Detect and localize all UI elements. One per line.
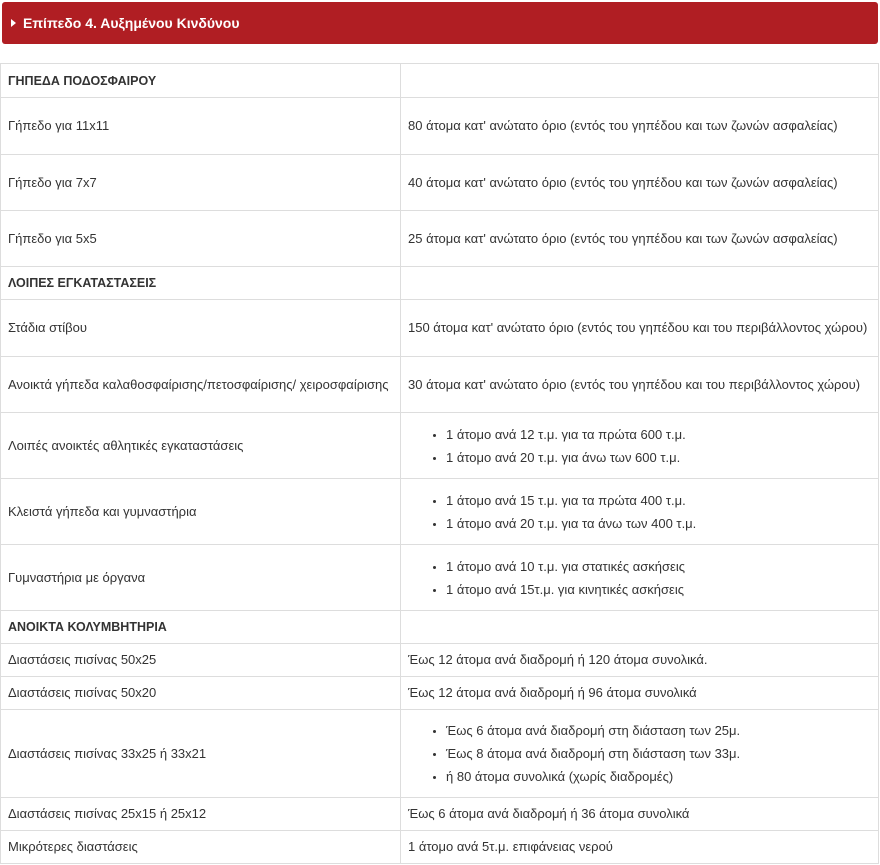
table-row: [1, 545, 879, 611]
facility-cell: Διαστάσεις πισίνας 33x25 ή 33x21: [1, 710, 401, 798]
section-label: ΓΗΠΕΔΑ ΠΟΔΟΣΦΑΙΡΟΥ: [1, 64, 401, 98]
facility-cell: Γήπεδο για 11x11: [1, 98, 401, 155]
capacity-rule-list: [408, 489, 871, 535]
empty-cell: [401, 611, 879, 644]
capacity-rule-cell: 1 άτομο ανά 5τ.μ. επιφάνειας νερού: [401, 831, 879, 864]
table-row: [1, 644, 879, 677]
facility-cell: Κλειστά γήπεδα και γυμναστήρια: [1, 479, 401, 545]
capacity-rule-list: [408, 555, 871, 601]
empty-cell: [401, 267, 879, 300]
capacity-rule-list: [408, 719, 871, 788]
section-label: ΛΟΙΠΕΣ ΕΓΚΑΤΑΣΤΑΣΕΙΣ: [1, 267, 401, 300]
list-item: • 1 άτομο ανά 20 τ.μ. για άνω των 600 τ.μ.: [446, 446, 871, 469]
facility-cell: Διαστάσεις πισίνας 25x15 ή 25x12: [1, 798, 401, 831]
table-row: [1, 413, 879, 479]
capacity-rule-cell: 25 άτομα κατ' ανώτατο όριο (εντός του γηπέδου και των ζωνών ασφαλείας): [401, 211, 879, 267]
facility-cell: Γήπεδο για 7x7: [1, 155, 401, 211]
list-item: • ή 80 άτομα συνολικά (χωρίς διαδρομές): [446, 765, 871, 788]
facility-cell: Διαστάσεις πισίνας 50x25: [1, 644, 401, 677]
empty-cell: [401, 64, 879, 98]
section-label: ΑΝΟΙΚΤΑ ΚΟΛΥΜΒΗΤΗΡΙΑ: [1, 611, 401, 644]
table-row: [1, 155, 879, 211]
caret-right-icon: [11, 19, 16, 27]
capacity-rule-list-cell: [401, 413, 879, 479]
section-header-row: [1, 267, 879, 300]
table-row: [1, 300, 879, 357]
list-item: • 1 άτομο ανά 10 τ.μ. για στατικές ασκήσεις: [446, 555, 871, 578]
table-row: [1, 211, 879, 267]
capacity-rule-list: [408, 423, 871, 469]
capacity-rule-cell: Έως 12 άτομα ανά διαδρομή ή 96 άτομα συνολικά: [401, 677, 879, 710]
section-header-row: [1, 64, 879, 98]
capacity-rule-list-cell: [401, 545, 879, 611]
capacity-table: [0, 63, 879, 864]
facility-cell: Μικρότερες διαστάσεις: [1, 831, 401, 864]
list-item: • 1 άτομο ανά 20 τ.μ. για τα άνω των 400 τ.μ.: [446, 512, 871, 535]
capacity-rule-cell: 40 άτομα κατ' ανώτατο όριο (εντός του γηπέδου και των ζωνών ασφαλείας): [401, 155, 879, 211]
capacity-rule-cell: 150 άτομα κατ' ανώτατο όριο (εντός του γηπέδου και του περιβάλλοντος χώρου): [401, 300, 879, 357]
list-item: • 1 άτομο ανά 15τ.μ. για κινητικές ασκήσεις: [446, 578, 871, 601]
table-row: [1, 98, 879, 155]
table-row: [1, 710, 879, 798]
capacity-rule-cell: Έως 12 άτομα ανά διαδρομή ή 120 άτομα συνολικά.: [401, 644, 879, 677]
facility-cell: Γήπεδο για 5x5: [1, 211, 401, 267]
list-item: • 1 άτομο ανά 15 τ.μ. για τα πρώτα 400 τ.μ.: [446, 489, 871, 512]
list-item: • Έως 6 άτομα ανά διαδρομή στη διάσταση των 25μ.: [446, 719, 871, 742]
capacity-rule-list-cell: [401, 710, 879, 798]
table-row: [1, 479, 879, 545]
accordion-title: Επίπεδο 4. Αυξημένου Κινδύνου: [23, 15, 240, 31]
table-row: [1, 798, 879, 831]
capacity-rule-cell: 80 άτομα κατ' ανώτατο όριο (εντός του γηπέδου και των ζωνών ασφαλείας): [401, 98, 879, 155]
table-row: [1, 677, 879, 710]
facility-cell: Διαστάσεις πισίνας 50x20: [1, 677, 401, 710]
accordion-header[interactable]: [2, 2, 878, 44]
table-row: [1, 357, 879, 413]
capacity-rule-cell: 30 άτομα κατ' ανώτατο όριο (εντός του γηπέδου και του περιβάλλοντος χώρου): [401, 357, 879, 413]
facility-cell: Γυμναστήρια με όργανα: [1, 545, 401, 611]
facility-cell: Στάδια στίβου: [1, 300, 401, 357]
list-item: • 1 άτομο ανά 12 τ.μ. για τα πρώτα 600 τ.μ.: [446, 423, 871, 446]
table-row: [1, 831, 879, 864]
facility-cell: Λοιπές ανοικτές αθλητικές εγκαταστάσεις: [1, 413, 401, 479]
section-header-row: [1, 611, 879, 644]
capacity-rule-list-cell: [401, 479, 879, 545]
list-item: • Έως 8 άτομα ανά διαδρομή στη διάσταση των 33μ.: [446, 742, 871, 765]
capacity-rule-cell: Έως 6 άτομα ανά διαδρομή ή 36 άτομα συνολικά: [401, 798, 879, 831]
facility-cell: Ανοικτά γήπεδα καλαθοσφαίρισης/πετοσφαίρισης/ χειροσφαίρισης: [1, 357, 401, 413]
